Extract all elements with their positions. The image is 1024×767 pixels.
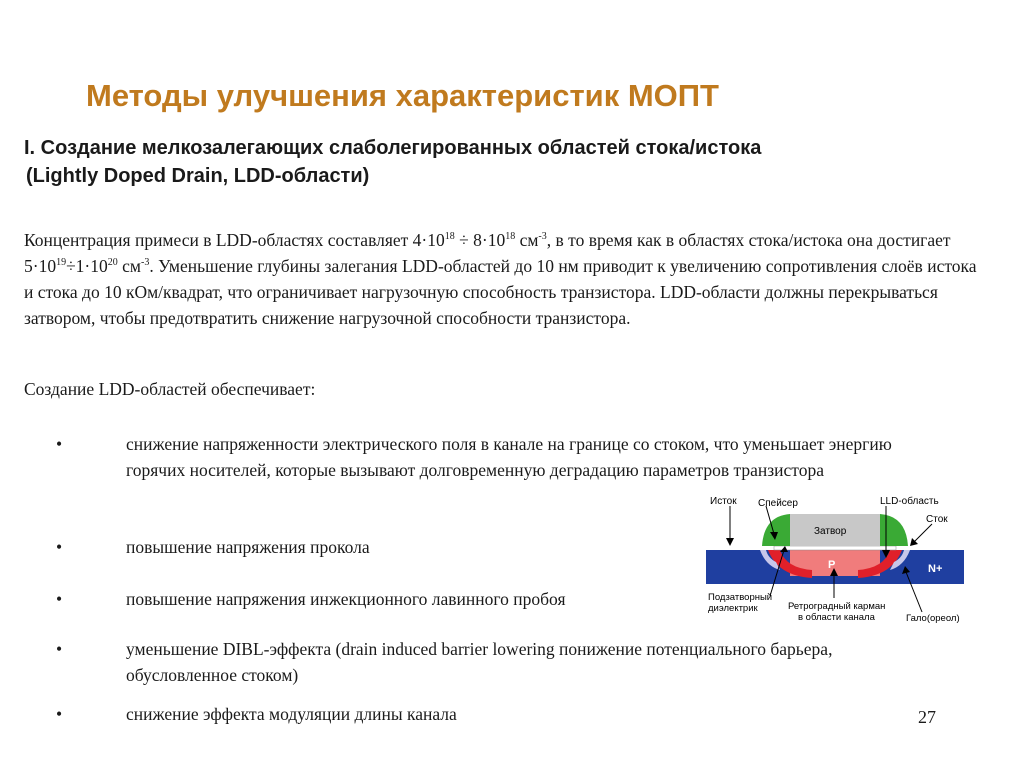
label-p-region: P xyxy=(828,559,836,571)
bullet-marker: • xyxy=(56,434,63,454)
exponent-1: 18 xyxy=(444,231,455,242)
para-text-6: см xyxy=(117,256,141,276)
exponent-5: 20 xyxy=(107,257,118,268)
para-text-1: Концентрация примеси в LDD-областях составляет 4·10 xyxy=(24,230,445,250)
label-dielectric-2: диэлектрик xyxy=(708,603,758,614)
label-halo: Гало(ореол) xyxy=(906,613,960,624)
list-item-text: снижение напряженности электрического поля в канале на границе со стоком, что уменьшает энергию горячих носителей, которые вызывают долговременную деградацию параметров транзистора xyxy=(126,434,892,480)
label-drain: Сток xyxy=(926,514,948,525)
para-text-2: ÷ 8·10 xyxy=(454,230,506,250)
page-number: 27 xyxy=(918,707,936,727)
section-heading-line-1: I. Создание мелкозалегающих слаболегированных областей стока/истока xyxy=(24,137,762,159)
concentration-paragraph xyxy=(24,227,984,331)
list-item-text: повышение напряжения прокола xyxy=(126,537,370,557)
bullet-marker: • xyxy=(56,704,63,724)
para-text-4: , в то время как в областях стока/истока она достигает 5·10 xyxy=(24,230,951,276)
list-item-text: повышение напряжения инжекционного лавинного пробоя xyxy=(126,589,566,609)
list-item-text: уменьшение DIBL-эффекта (drain induced barrier lowering понижение потенциального барьера, обусловленное стоком) xyxy=(126,639,833,685)
exponent-3: -3 xyxy=(538,231,547,242)
para-text-3: см xyxy=(515,230,539,250)
slide-title: Методы улучшения характеристик МОПТ xyxy=(86,78,719,113)
label-source: Исток xyxy=(710,496,737,507)
benefits-intro: Создание LDD-областей обеспечивает: xyxy=(24,379,316,399)
section-heading xyxy=(24,134,984,190)
para-text-5: ÷1·10 xyxy=(66,256,108,276)
exponent-2: 18 xyxy=(505,231,516,242)
bullet-marker: • xyxy=(56,537,63,557)
bullet-marker: • xyxy=(56,589,63,609)
ldd-transistor-diagram xyxy=(700,490,970,630)
label-dielectric-1: Подзатворный xyxy=(708,592,773,603)
label-nplus-region: N+ xyxy=(928,563,943,575)
label-gate: Затвор xyxy=(814,526,847,537)
label-ldd-region: LLD-область xyxy=(880,496,939,507)
exponent-4: 19 xyxy=(56,257,67,268)
gate-dielectric xyxy=(774,546,896,550)
list-item-text: снижение эффекта модуляции длины канала xyxy=(126,704,457,724)
bullet-marker: • xyxy=(56,639,63,659)
label-pocket-1: Ретроградный карман xyxy=(788,601,886,612)
label-spacer: Спейсер xyxy=(758,498,798,509)
spacer-right xyxy=(880,514,908,546)
section-heading-line-2: (Lightly Doped Drain, LDD-области) xyxy=(26,165,370,187)
para-text-7: . Уменьшение глубины залегания LDD-областей до 10 нм приводит к увеличению сопротивления слоёв истока и стока до 10 кОм/квадрат, что ограничивает нагрузочную способность транзистора. LDD-области должны перекрываться затвором, чтобы предотвратить снижение нагрузочной способности транзистора. xyxy=(24,256,977,328)
exponent-6: -3 xyxy=(140,257,150,268)
spacer-left xyxy=(762,514,790,546)
ldd-diagram-svg xyxy=(700,490,970,630)
label-pocket-2: в области канала xyxy=(798,612,875,623)
